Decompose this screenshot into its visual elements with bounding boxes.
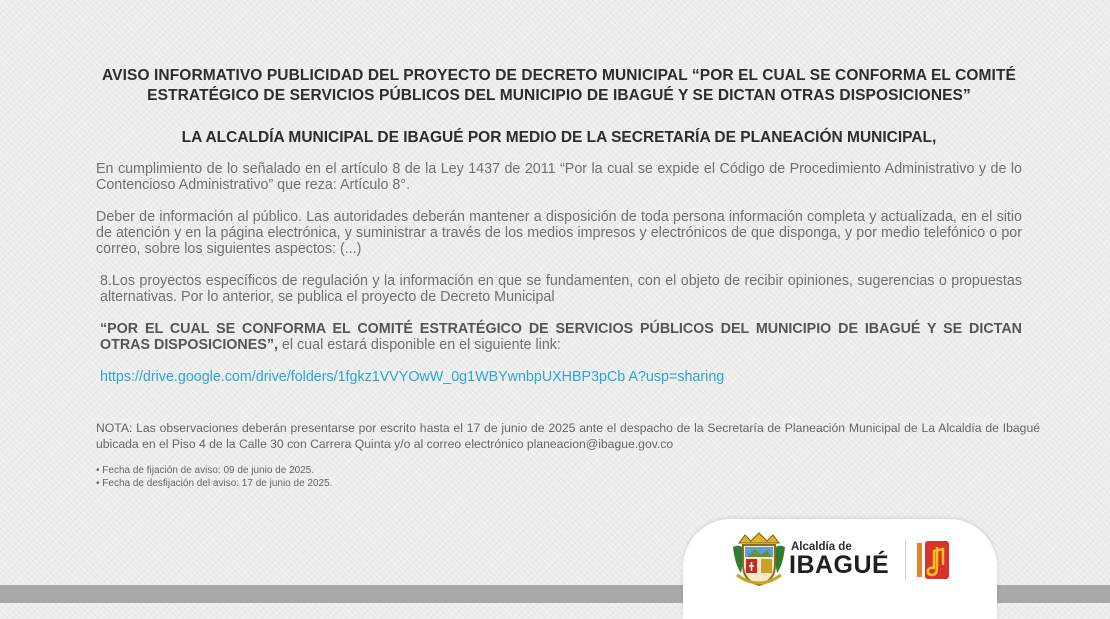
brand-name: IBAGUÉ: [789, 551, 890, 579]
logo-panel: [683, 519, 997, 619]
notice-subtitle: LA ALCALDÍA MUNICIPAL DE IBAGUÉ POR MEDIO DE LA SECRETARÍA DE PLANEACIÓN MUNICIPAL,: [181, 129, 937, 146]
decree-name: “POR EL CUAL SE CONFORMA EL COMITÉ ESTRATÉGICO DE SERVICIOS PÚBLICOS DEL MUNICIPIO DE IBAGUÉ Y SE DICTAN OTRAS DISPOSICIONES”,: [100, 321, 1022, 353]
logo-divider: [905, 539, 906, 581]
notice-title: AVISO INFORMATIVO PUBLICIDAD DEL PROYECTO DE DECRETO MUNICIPAL “POR EL CUAL SE CONFORMA EL COMITÉ ESTRATÉGICO DE SERVICIOS PÚBLICOS DEL MUNICIPIO DE IBAGUÉ Y SE DICTAN OTRAS DISPOSICIONES”: [102, 67, 1016, 104]
dates-list: [96, 464, 1022, 490]
note-paragraph: NOTA: Las observaciones deberán presentarse por escrito hasta el 17 de junio de 2025 ante el despacho de la Secretaría de Planeación Municipal de La Alcaldía de Ibagué ubicada en el Piso 4 de la Calle 30 con Carrera Quinta y/o al correo electrónico planeacion@ibague.gov.co: [96, 421, 1040, 451]
drive-link[interactable]: https://drive.google.com/drive/folders/1fgkz1VVYOwW_0g1WBYwnbpUXHBP3pCb A?usp=sharing: [100, 369, 725, 385]
coat-of-arms-icon: [731, 529, 787, 589]
removal-date: • Fecha de desfijación del aviso: 17 de junio de 2025.: [96, 478, 333, 489]
paragraph-law: En cumplimiento de lo señalado en el artículo 8 de la Ley 1437 de 2011 “Por la cual se expide el Código de Procedimiento Administrativo y de lo Contencioso Administrativo” que reza: Artículo 8°.: [96, 161, 1022, 193]
notice-content: [96, 66, 1040, 490]
paragraph-projects: 8.Los proyectos específicos de regulación y la información en que se fundamenten, con el objeto de recibir opiniones, sugerencias o propuestas alternativas. Por lo anterior, se publica el proyecto de Decreto Municipal: [100, 273, 1022, 305]
musical-capital-icon: [915, 537, 951, 583]
decree-suffix: el cual estará disponible en el siguiente link:: [277, 337, 561, 353]
posting-date: • Fecha de fijación de aviso: 09 de junio de 2025.: [96, 465, 315, 476]
brand-small-text: Alcaldía de: [791, 541, 852, 553]
paragraph-decree: [96, 321, 1022, 353]
paragraph-duty: Deber de información al público. Las autoridades deberán mantener a disposición de toda persona información completa y actualizada, en el sitio de atención y en la página electrónica, y suministrar a través de los medios impresos y electrónicos de que disponga, y por medio telefónico o por correo, sobre los siguientes aspectos: (...): [96, 209, 1022, 257]
